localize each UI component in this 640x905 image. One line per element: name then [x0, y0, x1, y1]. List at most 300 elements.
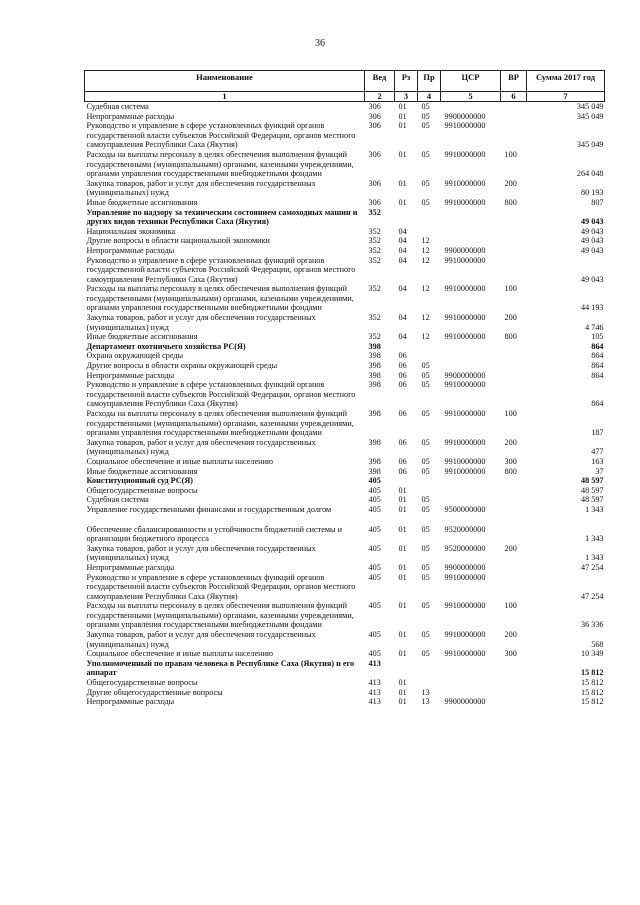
- cell-sum: 36 336: [580, 620, 604, 630]
- cell-name: Охрана окружающей среды: [86, 351, 184, 361]
- cell-pr: 05: [421, 380, 430, 390]
- header-pr: Пр: [418, 71, 441, 92]
- table-row: [85, 380, 605, 409]
- cell-csr: [441, 688, 501, 698]
- cell-sum: 477: [591, 447, 604, 457]
- cell-name: Общегосударственные вопросы: [86, 678, 198, 688]
- cell-vr: [501, 515, 527, 544]
- cell-name: Руководство и управление в сфере установленных функций органов государственной власти субъектов Российской Федерации, органов местного самоуправления Республики Саха (Якутия): [86, 121, 356, 150]
- cell-csr: 9910000000: [444, 178, 486, 188]
- cell-ved: 398: [368, 437, 381, 447]
- cell-ved: 352: [368, 236, 381, 246]
- cell-vr: [501, 208, 527, 227]
- cell-ved: 352: [368, 207, 381, 217]
- cell-pr: [418, 678, 441, 688]
- header-name: Наименование: [85, 71, 365, 92]
- cell-sum: 48 597: [580, 476, 604, 486]
- cell-rz: 01: [398, 121, 407, 131]
- cell-rz: 01: [398, 678, 407, 688]
- cell-rz: 04: [398, 226, 407, 236]
- cell-rz: 01: [398, 102, 407, 111]
- cell-name: Закупка товаров, работ и услуг для обеспечения государственных (муниципальных) нужд: [86, 313, 316, 332]
- column-number: 2: [365, 92, 395, 102]
- cell-vr: [501, 495, 527, 505]
- table-row: [85, 573, 605, 602]
- cell-name: Закупка товаров, работ и услуг для обеспечения государственных (муниципальных) нужд: [86, 630, 316, 649]
- cell-rz: 01: [398, 495, 407, 505]
- cell-csr: 9910000000: [444, 380, 486, 390]
- cell-pr: 12: [421, 313, 430, 323]
- cell-ved: 352: [368, 255, 381, 265]
- cell-vr: [501, 476, 527, 486]
- cell-sum: 37: [595, 466, 604, 476]
- cell-ved: 306: [368, 197, 381, 207]
- cell-csr: [441, 486, 501, 496]
- cell-csr: [441, 236, 501, 246]
- table-row: [85, 351, 605, 361]
- cell-csr: 9900000000: [444, 245, 486, 255]
- cell-sum: 47 254: [580, 591, 604, 601]
- budget-table: [84, 70, 605, 707]
- cell-rz: 04: [398, 236, 407, 246]
- cell-pr: 05: [421, 466, 430, 476]
- cell-sum: 49 043: [580, 245, 604, 255]
- cell-sum: 49 043: [580, 226, 604, 236]
- table-row: [85, 438, 605, 457]
- cell-ved: 405: [368, 524, 381, 534]
- cell-pr: 05: [421, 409, 430, 418]
- cell-pr: 05: [421, 437, 430, 447]
- cell-csr: 9520000000: [444, 524, 486, 534]
- cell-ved: 306: [368, 111, 381, 121]
- cell-rz: [395, 659, 418, 678]
- table-header-row: [85, 71, 605, 92]
- cell-rz: 06: [398, 380, 407, 390]
- table-row: [85, 342, 605, 352]
- cell-sum: 49 043: [580, 236, 604, 246]
- cell-rz: 06: [398, 409, 407, 418]
- cell-name: Непрограммные расходы: [86, 111, 175, 121]
- cell-ved: 352: [368, 245, 381, 255]
- cell-pr: 13: [421, 697, 430, 707]
- cell-sum: 568: [591, 639, 604, 649]
- cell-vr: [501, 678, 527, 688]
- cell-vr: 100: [504, 601, 517, 611]
- cell-vr: [501, 351, 527, 361]
- cell-vr: [501, 688, 527, 698]
- table-row: [85, 371, 605, 381]
- column-number: 4: [418, 92, 441, 102]
- cell-csr: [441, 361, 501, 371]
- cell-pr: 05: [421, 178, 430, 188]
- cell-ved: 398: [368, 409, 381, 418]
- cell-name: Социальное обеспечение и иные выплаты населению: [86, 456, 273, 466]
- budget-table-container: [84, 70, 604, 707]
- table-row: [85, 409, 605, 438]
- cell-rz: 06: [398, 370, 407, 380]
- cell-rz: 01: [398, 485, 407, 495]
- cell-rz: 06: [398, 466, 407, 476]
- cell-vr: 800: [504, 197, 517, 207]
- cell-csr: 9910000000: [444, 313, 486, 323]
- cell-rz: 01: [398, 687, 407, 697]
- cell-name: Управление по надзору за техническим состоянием самоходных машин и других видов техники Республики Саха (Якутия): [86, 207, 358, 227]
- cell-csr: 9910000000: [444, 149, 486, 159]
- cell-pr: 05: [421, 149, 430, 159]
- column-number: 1: [85, 92, 365, 102]
- cell-csr: [441, 227, 501, 237]
- cell-ved: 405: [368, 485, 381, 495]
- cell-pr: 12: [421, 332, 430, 342]
- column-number: 6: [501, 92, 527, 102]
- cell-ved: 413: [368, 658, 381, 668]
- cell-rz: 01: [398, 649, 407, 659]
- cell-name: Расходы на выплаты персоналу в целях обеспечения выполнения функций государственными (муниципальными) органами, казенными учреждениями, органами управления государственными внебюджетными фондами: [86, 149, 354, 179]
- cell-csr: [441, 476, 501, 486]
- cell-sum: 47 254: [580, 562, 604, 572]
- cell-csr: [441, 659, 501, 678]
- cell-rz: [395, 208, 418, 227]
- cell-ved: 413: [368, 678, 381, 688]
- cell-sum: 15 812: [580, 678, 604, 688]
- cell-csr: 9900000000: [444, 370, 486, 380]
- cell-ved: 398: [368, 370, 381, 380]
- table-row: [85, 659, 605, 678]
- cell-sum: 264 048: [576, 169, 604, 179]
- cell-rz: 01: [398, 149, 407, 159]
- cell-name: Другие общегосударственные вопросы: [86, 687, 223, 697]
- cell-rz: 01: [398, 572, 407, 582]
- cell-vr: [501, 342, 527, 352]
- cell-pr: 12: [421, 236, 430, 246]
- cell-name: Расходы на выплаты персоналу в целях обеспечения выполнения функций государственными (муниципальными) органами, казенными учреждениями, органами управления государственными внебюджетными фондами: [86, 409, 354, 438]
- table-row: [85, 198, 605, 208]
- cell-csr: 9910000000: [444, 630, 486, 640]
- table-row: [85, 457, 605, 467]
- cell-pr: [418, 342, 441, 352]
- cell-ved: 306: [368, 178, 381, 188]
- cell-name: Национальная экономика: [86, 226, 176, 236]
- cell-pr: [418, 351, 441, 361]
- column-number: 5: [441, 92, 501, 102]
- cell-csr: [441, 678, 501, 688]
- cell-name: Другие вопросы в области охраны окружающей среды: [86, 361, 278, 371]
- cell-name: Управление государственными финансами и государственным долгом: [86, 504, 332, 514]
- cell-vr: 800: [504, 466, 517, 476]
- page-number: 36: [315, 38, 325, 49]
- cell-pr: 05: [421, 456, 430, 466]
- cell-vr: 300: [504, 649, 517, 659]
- cell-ved: 405: [368, 476, 381, 486]
- cell-rz: 01: [398, 178, 407, 188]
- header-rz: Рз: [395, 71, 418, 92]
- cell-vr: [501, 227, 527, 237]
- cell-name: Общегосударственные вопросы: [86, 485, 198, 495]
- column-number: 7: [527, 92, 605, 102]
- cell-csr: 9900000000: [444, 697, 486, 707]
- cell-ved: 405: [368, 504, 381, 514]
- cell-vr: [501, 697, 527, 707]
- cell-csr: 9910000000: [444, 466, 486, 476]
- cell-ved: 352: [368, 332, 381, 342]
- cell-vr: 100: [504, 409, 517, 418]
- cell-ved: 352: [368, 313, 381, 323]
- table-row: [85, 102, 605, 112]
- table-row: [85, 284, 605, 313]
- cell-name: Руководство и управление в сфере установленных функций органов государственной власти субъектов Российской Федерации, органов местного самоуправления Республики Саха (Якутия): [86, 572, 356, 601]
- cell-name: Непрограммные расходы: [86, 562, 175, 572]
- cell-pr: 05: [421, 504, 430, 514]
- table-row: [85, 361, 605, 371]
- cell-sum: 48 597: [580, 485, 604, 495]
- cell-csr: 9900000000: [444, 111, 486, 121]
- cell-csr: 9910000000: [444, 601, 486, 611]
- cell-rz: 01: [398, 562, 407, 572]
- cell-vr: [501, 112, 527, 122]
- cell-vr: [501, 563, 527, 573]
- cell-rz: 01: [398, 601, 407, 611]
- cell-pr: [418, 208, 441, 227]
- column-number-row: [85, 92, 605, 102]
- table-row: [85, 505, 605, 515]
- cell-ved: 405: [368, 495, 381, 505]
- cell-pr: [418, 476, 441, 486]
- cell-sum: 345 049: [576, 102, 604, 111]
- cell-vr: [501, 246, 527, 256]
- cell-sum: 49 043: [580, 217, 604, 227]
- cell-sum: 864: [591, 361, 604, 371]
- cell-sum: 187: [591, 428, 604, 438]
- cell-vr: 200: [504, 178, 517, 188]
- cell-vr: [501, 256, 527, 285]
- cell-vr: 200: [504, 630, 517, 640]
- cell-rz: 06: [398, 456, 407, 466]
- cell-pr: 05: [421, 121, 430, 131]
- cell-name: Закупка товаров, работ и услуг для обеспечения государственных (муниципальных) нужд: [86, 543, 316, 563]
- table-row: [85, 332, 605, 342]
- cell-name: Непрограммные расходы: [86, 245, 175, 255]
- cell-pr: 05: [421, 197, 430, 207]
- table-body: [85, 102, 605, 707]
- cell-rz: [395, 476, 418, 486]
- cell-rz: 01: [398, 697, 407, 707]
- cell-rz: 01: [398, 524, 407, 534]
- cell-rz: 06: [398, 351, 407, 361]
- cell-csr: 9520000000: [444, 543, 486, 553]
- cell-pr: 05: [421, 102, 430, 111]
- cell-csr: [441, 208, 501, 227]
- cell-pr: 05: [421, 361, 430, 371]
- cell-name: Департамент охотничьего хозяйства РС(Я): [86, 341, 246, 351]
- cell-ved: 405: [368, 562, 381, 572]
- cell-ved: 405: [368, 630, 381, 640]
- cell-csr: [441, 495, 501, 505]
- cell-ved: 398: [368, 341, 381, 351]
- table-row: [85, 227, 605, 237]
- cell-csr: 9910000000: [444, 121, 486, 131]
- table-row: [85, 179, 605, 198]
- cell-rz: 06: [398, 361, 407, 371]
- cell-name: Судебная система: [86, 102, 149, 111]
- table-row: [85, 208, 605, 227]
- cell-csr: 9910000000: [444, 197, 486, 207]
- cell-pr: 05: [421, 649, 430, 659]
- table-row: [85, 236, 605, 246]
- table-row: [85, 544, 605, 563]
- table-row: [85, 112, 605, 122]
- cell-rz: 04: [398, 255, 407, 265]
- cell-ved: 306: [368, 149, 381, 159]
- table-row: [85, 563, 605, 573]
- cell-pr: 05: [421, 495, 430, 505]
- cell-name: Непрограммные расходы: [86, 370, 175, 380]
- cell-name: Судебная система: [86, 495, 149, 505]
- cell-vr: [501, 371, 527, 381]
- table-row: [85, 688, 605, 698]
- cell-vr: 800: [504, 332, 517, 342]
- cell-pr: 13: [421, 687, 430, 697]
- cell-sum: 345 049: [576, 111, 604, 121]
- cell-pr: [418, 227, 441, 237]
- cell-vr: [501, 361, 527, 371]
- cell-sum: 49 043: [580, 274, 604, 284]
- table-row: [85, 150, 605, 179]
- table-row: [85, 486, 605, 496]
- cell-ved: 413: [368, 687, 381, 697]
- cell-ved: 306: [368, 102, 381, 111]
- cell-sum: 15 812: [580, 697, 604, 707]
- cell-sum: 864: [591, 351, 604, 361]
- cell-pr: 05: [421, 543, 430, 553]
- cell-csr: 9910000000: [444, 572, 486, 582]
- cell-vr: 200: [504, 437, 517, 447]
- cell-sum: 1 343: [585, 553, 604, 563]
- cell-sum: 163: [591, 456, 604, 466]
- cell-csr: 9910000000: [444, 409, 486, 418]
- cell-sum: 864: [591, 341, 604, 351]
- cell-pr: 12: [421, 284, 430, 294]
- table-row: [85, 630, 605, 649]
- cell-ved: 398: [368, 466, 381, 476]
- table-row: [85, 313, 605, 332]
- cell-rz: 01: [398, 543, 407, 553]
- table-row: [85, 246, 605, 256]
- cell-csr: 9500000000: [444, 504, 486, 514]
- cell-rz: [395, 342, 418, 352]
- cell-rz: 01: [398, 197, 407, 207]
- cell-ved: 405: [368, 601, 381, 611]
- cell-sum: 4 746: [585, 322, 604, 332]
- cell-name: Уполномоченный по правам человека в Республике Саха (Якутия) и его аппарат: [86, 658, 355, 678]
- cell-ved: 352: [368, 284, 381, 294]
- cell-rz: 04: [398, 245, 407, 255]
- cell-name: Закупка товаров, работ и услуг для обеспечения государственных (муниципальных) нужд: [86, 437, 316, 457]
- cell-vr: [501, 380, 527, 409]
- cell-vr: [501, 659, 527, 678]
- cell-pr: 12: [421, 245, 430, 255]
- cell-sum: 345 049: [576, 140, 604, 150]
- cell-vr: 300: [504, 456, 517, 466]
- cell-name: Расходы на выплаты персоналу в целях обеспечения выполнения функций государственными (муниципальными) органами, казенными учреждениями, органами управления государственными внебюджетными фондами: [86, 601, 354, 630]
- cell-csr: 9910000000: [444, 332, 486, 342]
- cell-pr: 05: [421, 601, 430, 611]
- cell-vr: 100: [504, 149, 517, 159]
- cell-csr: [441, 102, 501, 112]
- table-row: [85, 121, 605, 150]
- cell-ved: 306: [368, 121, 381, 131]
- cell-csr: [441, 351, 501, 361]
- cell-ved: 398: [368, 361, 381, 371]
- table-row: [85, 649, 605, 659]
- cell-ved: 405: [368, 572, 381, 582]
- cell-name: Конституционный суд РС(Я): [86, 476, 194, 486]
- cell-pr: 05: [421, 111, 430, 121]
- cell-csr: 9910000000: [444, 456, 486, 466]
- cell-ved: 398: [368, 380, 381, 390]
- header-csr: ЦСР: [441, 71, 501, 92]
- cell-name: Иные бюджетные ассигнования: [86, 466, 198, 476]
- cell-vr: 200: [504, 543, 517, 553]
- cell-ved: 405: [368, 649, 381, 659]
- cell-vr: [501, 236, 527, 246]
- cell-name: Иные бюджетные ассигнования: [86, 197, 198, 207]
- cell-rz: 01: [398, 630, 407, 640]
- cell-ved: 413: [368, 697, 381, 707]
- cell-sum: 807: [591, 197, 604, 207]
- cell-sum: 105: [591, 332, 604, 342]
- cell-vr: 100: [504, 284, 517, 294]
- cell-csr: 9910000000: [444, 437, 486, 447]
- table-row: [85, 515, 605, 544]
- cell-sum: 10 349: [580, 649, 604, 659]
- cell-csr: 9910000000: [444, 649, 486, 659]
- cell-csr: 9910000000: [444, 284, 486, 294]
- cell-sum: 15 812: [580, 668, 604, 678]
- cell-ved: 352: [368, 226, 381, 236]
- column-number: 3: [395, 92, 418, 102]
- cell-rz: 04: [398, 284, 407, 294]
- cell-name: Непрограммные расходы: [86, 697, 175, 707]
- table-row: [85, 495, 605, 505]
- table-row: [85, 678, 605, 688]
- cell-rz: 04: [398, 332, 407, 342]
- cell-sum: 44 193: [580, 303, 604, 313]
- cell-vr: [501, 486, 527, 496]
- cell-name: Расходы на выплаты персоналу в целях обеспечения выполнения функций государственными (муниципальными) органами, казенными учреждениями, органами управления государственными внебюджетными фондами: [86, 284, 354, 313]
- cell-ved: 398: [368, 351, 381, 361]
- cell-ved: 405: [368, 543, 381, 553]
- cell-rz: 01: [398, 504, 407, 514]
- cell-csr: 9900000000: [444, 562, 486, 572]
- cell-vr: [501, 573, 527, 602]
- cell-vr: [501, 102, 527, 112]
- table-row: [85, 467, 605, 477]
- cell-sum: 864: [591, 370, 604, 380]
- table-row: [85, 601, 605, 630]
- cell-pr: 05: [421, 524, 430, 534]
- cell-rz: 01: [398, 111, 407, 121]
- cell-name: Обеспечение сбалансированности и устойчивости бюджетной системы и организации бюджетного процесса: [86, 524, 342, 544]
- header-sum: Сумма 2017 год: [527, 71, 605, 92]
- cell-csr: [441, 342, 501, 352]
- cell-name: Другие вопросы в области национальной экономики: [86, 236, 270, 246]
- cell-pr: 05: [421, 572, 430, 582]
- cell-sum: 15 812: [580, 687, 604, 697]
- cell-name: Руководство и управление в сфере установленных функций органов государственной власти субъектов Российской Федерации, органов местного самоуправления Республики Саха (Якутия): [86, 380, 356, 409]
- cell-vr: 200: [504, 313, 517, 323]
- cell-csr: 9910000000: [444, 255, 486, 265]
- cell-sum: 1 343: [585, 534, 604, 544]
